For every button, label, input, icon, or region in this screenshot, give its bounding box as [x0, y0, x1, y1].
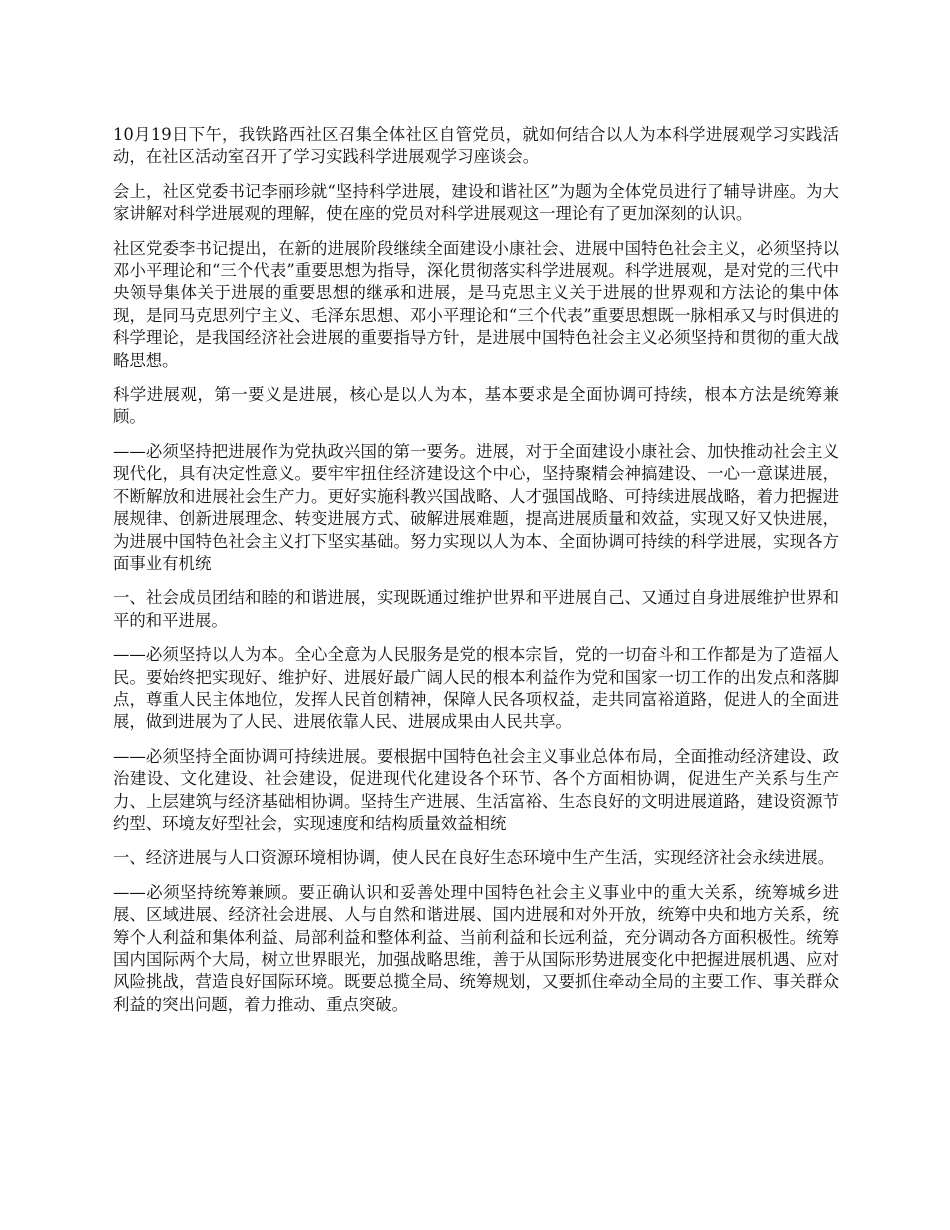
paragraph-2: 会上，社区党委书记李丽珍就“坚持科学进展，建设和谐社区”为题为全体党员进行了辅导讲座。为大家讲解对科学进展观的理解，使在座的党员对科学进展观这一理论有了更加深刻的认识。	[113, 181, 839, 224]
paragraph-1: 10月19日下午，我铁路西社区召集全体社区自管党员，就如何结合以人为本科学进展观学习实践活动，在社区活动室召开了学习实践科学进展观学习座谈会。	[113, 125, 839, 167]
paragraph-5: ——必须坚持把进展作为党执政兴国的第一要务。进展，对于全面建设小康社会、加快推动社会主义现代化，具有决定性意义。要牢牢扭住经济建设这个中心，坚持聚精会神搞建设、一心一意谋进展，不断解放和进展社会生产力。更好实施科教兴国战略、人才强国战略、可持续进展战略，着力把握进展规律、创新进展理念、转变进展方式、破解进展难题，提高进展质量和效益，实现又好又快进展，为进展中国特色社会主义打下坚实基础。努力实现以人为本、全面协调可持续的科学进展，实现各方面事业有机统	[113, 441, 839, 573]
paragraph-7: ——必须坚持以人为本。全心全意为人民服务是党的根本宗旨，党的一切奋斗和工作都是为了造福人民。要始终把实现好、维护好、进展好最广阔人民的根本利益作为党和国家一切工作的出发点和落脚点，尊重人民主体地位，发挥人民首创精神，保障人民各项权益，走共同富裕道路，促进人的全面进展，做到进展为了人民、进展依靠人民、进展成果由人民共享。	[113, 645, 839, 732]
paragraph-6: 一、社会成员团结和睦的和谐进展，实现既通过维护世界和平进展自己、又通过自身进展维护世界和平的和平进展。	[113, 588, 839, 630]
paragraph-4: 科学进展观，第一要义是进展，核心是以人为本，基本要求是全面协调可持续，根本方法是统筹兼顾。	[113, 385, 839, 427]
paragraph-3: 社区党委李书记提出，在新的进展阶段继续全面建设小康社会、进展中国特色社会主义，必须坚持以邓小平理论和“三个代表”重要思想为指导，深化贯彻落实科学进展观。科学进展观，是对党的三代中央领导集体关于进展的重要思想的继承和进展，是马克思主义关于进展的世界观和方法论的集中体现，是同马克思列宁主义、毛泽东思想、邓小平理论和“三个代表”重要思想既一脉相承又与时俱进的科学理论，是我国经济社会进展的重要指导方针，是进展中国特色社会主义必须坚持和贯彻的重大战略思想。	[113, 238, 839, 370]
paragraph-9: 一、经济进展与人口资源环境相协调，使人民在良好生态环境中生产生活，实现经济社会永续进展。	[113, 848, 835, 868]
paragraph-8: ——必须坚持全面协调可持续进展。要根据中国特色社会主义事业总体布局，全面推动经济建设、政治建设、文化建设、社会建设，促进现代化建设各个环节、各个方面相协调，促进生产关系与生产力、上层建筑与经济基础相协调。坚持生产进展、生活富裕、生态良好的文明进展道路，建设资源节约型、环境友好型社会，实现速度和结构质量效益相统	[113, 746, 839, 833]
document-body	[113, 124, 839, 1028]
paragraph-10: ——必须坚持统筹兼顾。要正确认识和妥善处理中国特色社会主义事业中的重大关系，统筹城乡进展、区域进展、经济社会进展、人与自然和谐进展、国内进展和对外开放，统筹中央和地方关系，统筹个人利益和集体利益、局部利益和整体利益、当前利益和长远利益，充分调动各方面积极性。统筹国内国际两个大局，树立世界眼光，加强战略思维，善于从国际形势进展变化中把握进展机遇、应对风险挑战，营造良好国际环境。既要总揽全局、统筹规划，又要抓住牵动全局的主要工作、事关群众利益的突出问题，着力推动、重点突破。	[113, 882, 839, 1014]
